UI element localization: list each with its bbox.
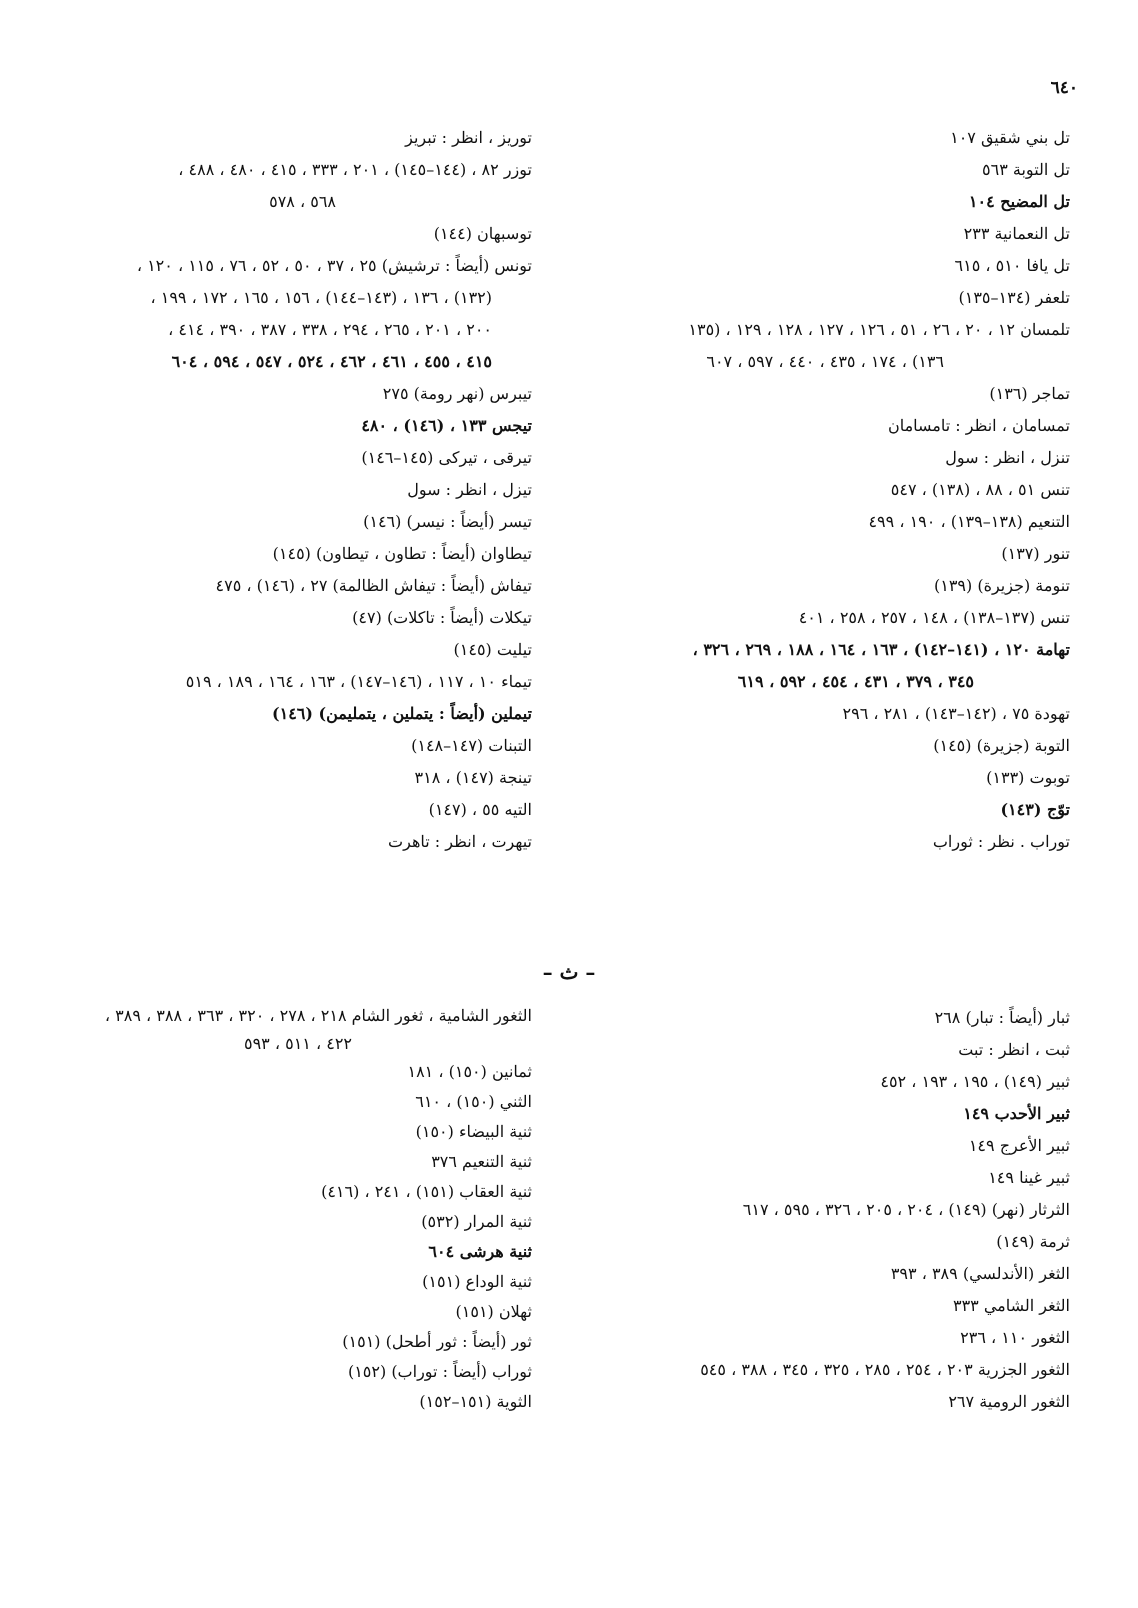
index-entry: تنزل ، انظر : سول — [945, 448, 1070, 467]
index-entry: تل يافا ٥١٠ ، ٦١٥ — [954, 256, 1070, 275]
index-entry: تماجر (١٣٦) — [989, 384, 1070, 403]
index-entry: توبوت (١٣٣) — [986, 768, 1070, 787]
index-entry: ثبت ، انظر : تبت — [958, 1040, 1070, 1059]
index-entry: ثبير (١٤٩) ، ١٩٥ ، ١٩٣ ، ٤٥٢ — [880, 1072, 1070, 1091]
index-entry: ٤٢٢ ، ٥١١ ، ٥٩٣ — [243, 1034, 352, 1053]
index-entry: تنس (١٣٧–١٣٨) ، ١٤٨ ، ٢٥٧ ، ٢٥٨ ، ٤٠١ — [798, 608, 1070, 627]
index-column-left-section-tha — [12, 0, 532, 1608]
index-entry: توريز ، انظر : تبريز — [405, 128, 532, 147]
index-column-right-section-tha — [550, 0, 1070, 1608]
index-entry: تلمسان ١٢ ، ٢٠ ، ٢٦ ، ٥١ ، ١٢٦ ، ١٢٧ ، ١٢٨ ، ١٢٩ ، (١٣٥ — [688, 320, 1070, 339]
index-entry: ثنية البيضاء (١٥٠) — [415, 1122, 532, 1141]
index-entry: تل النعمانية ٢٣٣ — [963, 224, 1070, 243]
index-entry: التنعيم (١٣٨–١٣٩) ، ١٩٠ ، ٤٩٩ — [868, 512, 1070, 531]
index-entry: تل المضيح ١٠٤ — [968, 192, 1070, 211]
index-entry: توّج (١٤٣) — [1000, 800, 1070, 819]
index-entry: تهامة ١٢٠ ، (١٤١–١٤٢) ، ١٦٣ ، ١٦٤ ، ١٨٨ ، ٢٦٩ ، ٣٢٦ ، — [692, 640, 1070, 659]
index-entry: الثغور الشامية ، ثغور الشام ٢١٨ ، ٢٧٨ ، ٣٢٠ ، ٣٦٣ ، ٣٨٨ ، ٣٨٩ ، — [104, 1006, 532, 1025]
index-entry: تيزل ، انظر : سول — [407, 480, 532, 499]
index-entry: تنس ٥١ ، ٨٨ ، (١٣٨) ، ٥٤٧ — [890, 480, 1070, 499]
index-entry: ٤١٥ ، ٤٥٥ ، ٤٦١ ، ٤٦٢ ، ٥٢٤ ، ٥٤٧ ، ٥٩٤ ، ٦٠٤ — [171, 352, 492, 371]
index-entry: التيه ٥٥ ، (١٤٧) — [428, 800, 532, 819]
index-entry: ثرمة (١٤٩) — [996, 1232, 1070, 1251]
index-entry: تنومة (جزيرة) (١٣٩) — [933, 576, 1070, 595]
index-entry: (١٣٢) ، ١٣٦ ، (١٤٣–١٤٤) ، ١٥٦ ، ١٦٥ ، ١٧٢ ، ١٩٩ ، — [150, 288, 492, 307]
index-entry: تمسامان ، انظر : تامسامان — [887, 416, 1070, 435]
index-entry: تونس (أيضاً : ترشيش) ٢٥ ، ٣٧ ، ٥٠ ، ٥٢ ، ٧٦ ، ١١٥ ، ١٢٠ ، — [136, 256, 532, 275]
index-entry: الثغر الشامي ٣٣٣ — [952, 1296, 1070, 1315]
index-entry: ثبير الأحدب ١٤٩ — [963, 1104, 1070, 1123]
index-entry: تيليت (١٤٥) — [453, 640, 532, 659]
index-entry: تيطاوان (أيضاً : تطاون ، تيطاون) (١٤٥) — [272, 544, 532, 563]
index-entry: الثني (١٥٠) ، ٦١٠ — [415, 1092, 532, 1111]
index-entry: ثنية العقاب (١٥١) ، ٢٤١ ، (٤١٦) — [321, 1182, 532, 1201]
index-entry: ثنية التنعيم ٣٧٦ — [431, 1152, 532, 1171]
index-entry: تيجس ١٣٣ ، (١٤٦) ، ٤٨٠ — [361, 416, 532, 435]
index-entry: تهودة ٧٥ ، (١٤٢–١٤٣) ، ٢٨١ ، ٢٩٦ — [842, 704, 1070, 723]
index-entry: توزر ٨٢ ، (١٤٤–١٤٥) ، ٢٠١ ، ٣٣٣ ، ٤١٥ ، ٤٨٠ ، ٤٨٨ ، — [178, 160, 532, 179]
index-entry: ٢٠٠ ، ٢٠١ ، ٢٦٥ ، ٢٩٤ ، ٣٣٨ ، ٣٨٧ ، ٣٩٠ ، ٤١٤ ، — [168, 320, 492, 339]
index-entry: ثبير الأعرج ١٤٩ — [968, 1136, 1070, 1155]
index-entry: تيسر (أيضاً : نيسر) (١٤٦) — [363, 512, 532, 531]
index-entry: ثنية المرار (٥٣٢) — [421, 1212, 532, 1231]
index-entry: تيفاش (أيضاً : تيفاش الظالمة) ٢٧ ، (١٤٦) ، ٤٧٥ — [215, 576, 532, 595]
index-entry: ٥٦٨ ، ٥٧٨ — [269, 192, 336, 211]
index-entry: ثور (أيضاً : ثور أطحل) (١٥١) — [342, 1332, 532, 1351]
index-entry: ثنية الوداع (١٥١) — [422, 1272, 532, 1291]
index-entry: تل بني شقيق ١٠٧ — [950, 128, 1070, 147]
index-entry: تلعفر (١٣٤–١٣٥) — [958, 288, 1070, 307]
page-number: ٦٤٠ — [1050, 78, 1078, 98]
index-entry: تيبرس (نهر رومة) ٢٧٥ — [382, 384, 532, 403]
index-entry: تيملين (أيضاً : يتملين ، يتمليمن) (١٤٦) — [272, 704, 532, 723]
index-entry: تيماء ١٠ ، ١١٧ ، (١٤٦–١٤٧) ، ١٦٣ ، ١٦٤ ، ١٨٩ ، ٥١٩ — [185, 672, 532, 691]
index-entry: ثنية هرشى ٦٠٤ — [428, 1242, 532, 1261]
index-entry: ١٣٦) ، ١٧٤ ، ٤٣٥ ، ٤٤٠ ، ٥٩٧ ، ٦٠٧ — [706, 352, 944, 371]
index-entry: تل التوبة ٥٦٣ — [982, 160, 1070, 179]
index-entry: تيرقى ، تيركى (١٤٥–١٤٦) — [361, 448, 532, 467]
index-entry: ثهلان (١٥١) — [455, 1302, 532, 1321]
index-entry: الثغور ١١٠ ، ٢٣٦ — [960, 1328, 1070, 1347]
index-entry: تينجة (١٤٧) ، ٣١٨ — [414, 768, 532, 787]
index-entry: ٣٤٥ ، ٣٧٩ ، ٤٣١ ، ٤٥٤ ، ٥٩٢ ، ٦١٩ — [737, 672, 974, 691]
index-entry: توراب . نظر : ثوراب — [932, 832, 1070, 851]
index-entry: الثغر (الأندلسي) ٣٨٩ ، ٣٩٣ — [890, 1264, 1070, 1283]
index-entry: ثوراب (أيضاً : توراب) (١٥٢) — [347, 1362, 532, 1381]
index-entry: التبنات (١٤٧–١٤٨) — [411, 736, 532, 755]
index-entry: الثوية (١٥١–١٥٢) — [419, 1392, 532, 1411]
index-entry: ثبير غينا ١٤٩ — [988, 1168, 1070, 1187]
index-entry: التوبة (جزيرة) (١٤٥) — [933, 736, 1070, 755]
index-entry: ثمانين (١٥٠) ، ١٨١ — [407, 1062, 532, 1081]
section-header-tha: – ث – — [542, 960, 596, 984]
index-entry: تيهرت ، انظر : تاهرت — [388, 832, 532, 851]
index-entry: الثرثار (نهر) (١٤٩) ، ٢٠٤ ، ٢٠٥ ، ٣٢٦ ، ٥٩٥ ، ٦١٧ — [742, 1200, 1070, 1219]
index-entry: ثبار (أيضاً : تبار) ٢٦٨ — [934, 1008, 1070, 1027]
index-entry: تنور (١٣٧) — [1001, 544, 1070, 563]
index-entry: تيكلات (أيضاً : تاكلات) (٤٧) — [352, 608, 532, 627]
index-entry: توسبهان (١٤٤) — [433, 224, 532, 243]
index-entry: الثغور الجزرية ٢٠٣ ، ٢٥٤ ، ٢٨٥ ، ٣٢٥ ، ٣٤٥ ، ٣٨٨ ، ٥٤٥ — [700, 1360, 1070, 1379]
index-entry: الثغور الرومية ٢٦٧ — [948, 1392, 1070, 1411]
